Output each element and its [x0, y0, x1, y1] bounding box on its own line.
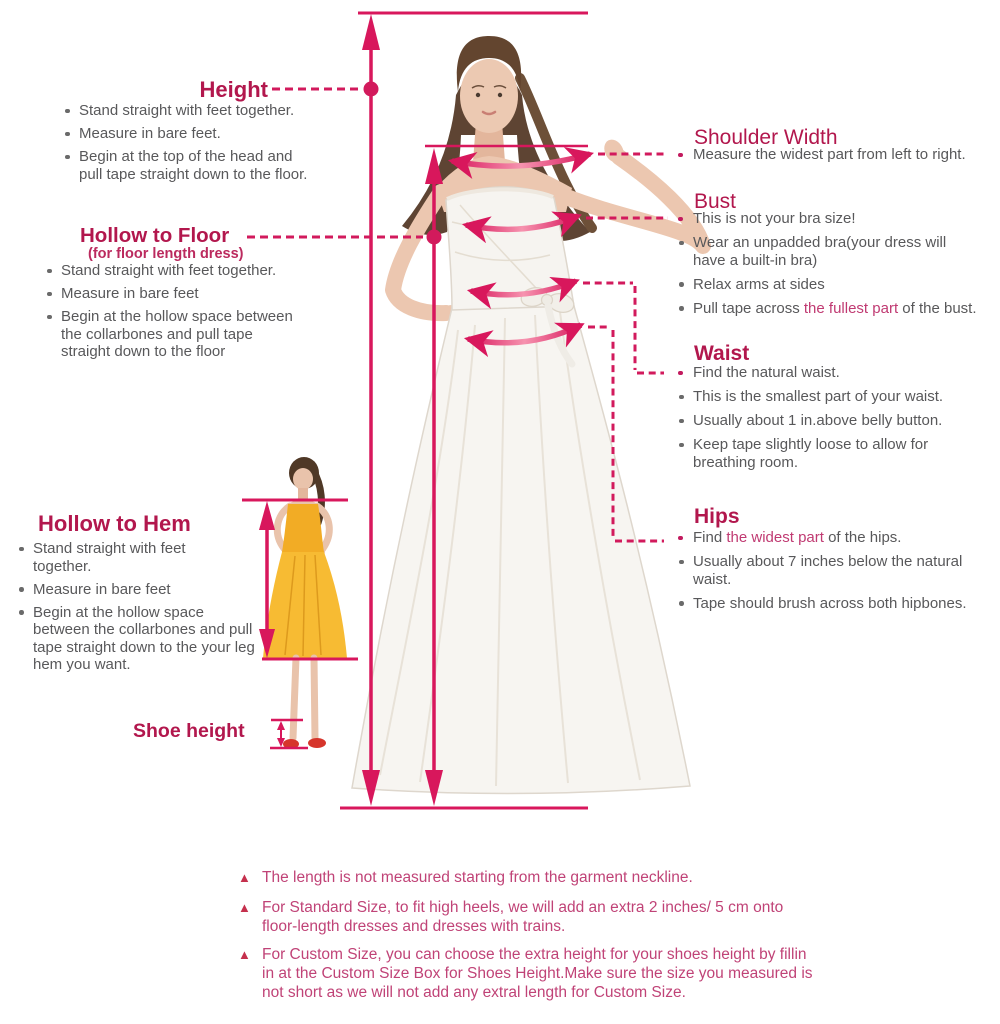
- bullet-text: of the hips.: [823, 529, 902, 546]
- bullet-text: of the bust.: [898, 299, 977, 317]
- hollow-to-floor-title: Hollow to Floor: [80, 224, 230, 247]
- list-item: Usually about 7 inches below the natural waist.: [676, 553, 967, 588]
- shoulder-width-instructions: [676, 146, 966, 170]
- note-item: ▲ The length is not measured starting from the garment neckline.: [238, 869, 693, 886]
- list-item: Wear an unpadded bra(your dress will have a built-in bra): [676, 234, 977, 269]
- list-item: Stand straight with feet together.: [16, 540, 255, 575]
- hollow-to-hem-title: Hollow to Hem: [38, 511, 191, 536]
- note-item: ▲ For Custom Size, you can choose the extra height for your shoes height by fillin in at the Custom Size Box for Shoes Height.Make sure the size you measured is not short as we will not add any extral length for Custom Size.: [238, 946, 813, 1001]
- height-instructions: [62, 102, 307, 189]
- hollow-to-floor-subtitle: (for floor length dress): [88, 246, 244, 262]
- list-item: Find the natural waist.: [676, 364, 943, 382]
- highlighted-phrase: the widest part: [726, 529, 824, 546]
- list-item: Begin at the hollow space between the collarbones and pull tape straight down to the floor: [44, 308, 293, 361]
- highlighted-phrase: the fullest part: [803, 299, 899, 317]
- bullet-text: Pull tape across: [693, 299, 804, 317]
- list-item: Usually about 1 in.above belly button.: [676, 412, 943, 430]
- list-item: Measure the widest part from left to right.: [676, 146, 966, 164]
- bust-title: Bust: [694, 190, 737, 213]
- list-item: Keep tape slightly loose to allow for breathing room.: [676, 436, 943, 471]
- bullet-text: Find: [693, 529, 727, 546]
- main-model-illustration: [352, 36, 703, 794]
- list-item: Stand straight with feet together.: [62, 102, 307, 120]
- list-item: Begin at the top of the head and pull tape straight down to the floor.: [62, 148, 307, 183]
- bust-instructions: [676, 210, 977, 324]
- shoe-height-label: Shoe height: [133, 720, 245, 742]
- list-item: Measure in bare feet: [16, 581, 255, 599]
- hips-instructions: [676, 529, 967, 619]
- warning-triangle-icon: ▲: [238, 900, 251, 915]
- shoulder-width-title: Shoulder Width: [694, 126, 838, 149]
- list-item: [676, 300, 977, 318]
- waist-instructions: [676, 364, 943, 478]
- waist-title: Waist: [694, 342, 750, 365]
- list-item: [676, 529, 967, 547]
- list-item: This is not your bra size!: [676, 210, 977, 228]
- hips-title: Hips: [694, 505, 740, 528]
- list-item: Stand straight with feet together.: [44, 262, 293, 280]
- note-item: ▲ For Standard Size, to fit high heels, we will add an extra 2 inches/ 5 cm onto floor-length dresses and dresses with trains.: [238, 899, 784, 935]
- footer-notes: [238, 868, 978, 1013]
- list-item: Relax arms at sides: [676, 276, 977, 294]
- list-item: This is the smallest part of your waist.: [676, 388, 943, 406]
- warning-triangle-icon: ▲: [238, 870, 251, 885]
- hollow-to-floor-instructions: [44, 262, 293, 366]
- height-title: Height: [199, 77, 268, 102]
- list-item: Tape should brush across both hipbones.: [676, 595, 967, 613]
- list-item: Measure in bare feet: [44, 285, 293, 303]
- list-item: Measure in bare feet.: [62, 125, 307, 143]
- list-item: Begin at the hollow space between the collarbones and pull tape straight down to the your leg hem you want.: [16, 604, 255, 674]
- warning-triangle-icon: ▲: [238, 947, 251, 962]
- hollow-to-hem-instructions: [16, 540, 255, 679]
